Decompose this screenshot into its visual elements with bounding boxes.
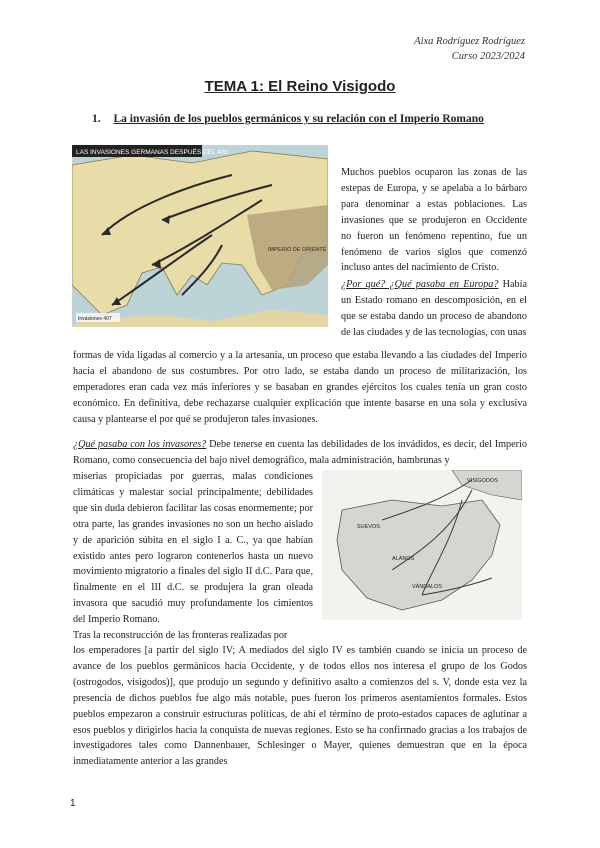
paragraph-2-top bbox=[341, 277, 527, 341]
label-suevos: SUEVOS bbox=[357, 524, 380, 530]
paragraph-3-rest: miserias propiciadas por guerras, malas condiciones climáticas y malestar social principalmente; debilidades que sin duda debieron facilitar las cosas enormemente; por otra parte, las grandes invasiones no son un hecho aislado y de aparición súbita en el siglo I a. C., ya que habían existido antes pero lograron contenerlos hasta un nuevo movimiento migratorio a finales del siglo II d.C. Para que, finalmente en el III d.C. se produjera la gran oleada invasora que sacudió muy profundamente los cimientos del Imperio Romano. bbox=[73, 471, 313, 626]
paragraph-4-bottom bbox=[73, 643, 527, 770]
author-block bbox=[414, 34, 525, 64]
paragraph-4-top bbox=[73, 628, 313, 644]
legend-label: Invasiones 407 bbox=[78, 316, 112, 322]
paragraph-3-start: Debe tenerse en cuenta las debilidades de los invádidos, es decir, del Imperio Romano, como consecuencia del bajo nivel demográfico, mala administración, hambrunas y bbox=[73, 439, 527, 466]
paragraph-2-start: Había un Estado romano en descomposición, en el que se estaba dando un proceso de abandono de las ciudades y de las tecnologías, con unas bbox=[341, 279, 527, 338]
question-europe: ¿Por qué? ¿Qué pasaba en Europa? bbox=[341, 279, 499, 290]
label-visigodos: VISIGODOS bbox=[467, 478, 498, 484]
course-year: Curso 2023/2024 bbox=[451, 51, 525, 62]
iberia-invasions-map bbox=[322, 470, 522, 620]
page-title: TEMA 1: El Reino Visigodo bbox=[204, 78, 396, 95]
germanic-invasions-map bbox=[72, 145, 328, 327]
paragraph-4-start: Tras la reconstrucción de las fronteras realizadas por bbox=[73, 630, 288, 641]
eastern-empire-label: IMPERIO DE ORIENTE bbox=[268, 247, 327, 253]
paragraph-3-left bbox=[73, 469, 313, 628]
label-vandalos: VÁNDALOS bbox=[412, 584, 442, 590]
section-heading bbox=[92, 113, 484, 125]
section-title: La invasión de los pueblos germánicos y su relación con el Imperio Romano bbox=[113, 113, 484, 125]
question-invaders: ¿Qué pasaba con los invasores? bbox=[73, 439, 207, 450]
paragraph-2-bottom bbox=[73, 348, 527, 428]
paragraph-4-rest: los emperadores [a partir del siglo IV; A mediados del siglo IV es también cuando se inicia un proceso de avance de los pueblos germánicos hacia Occidente, y de todos ellos nos interesa el grupo de los Godos (ostrogodos, visigodos)], que produjo un segundo y definitivo asalto a comienzos del s. V, donde esta vez la presencia de dichos pueblos fue algo más notable, pues fueron los primeros asentamientos formales. Estos pueblos empezaron a construir estructuras políticas, de ahí el término de proto-estados capaces de aglutinar a esos pueblos y dirigirlos hacia la conquista de nuevas regiones. Esto se ha confirmado gracias a los trabajos de investigadores tales como Dannenbauer, Schlesinger o Mayer, quienes demuestran que en la época inmediatamente anterior a las grandes bbox=[73, 645, 527, 768]
paragraph-2-rest: formas de vida ligadas al comercio y a la artesanía, un proceso que estaba llevando a las ciudades del Imperio hacia el abandono de sus costumbres. Por otro lado, se estaba dando un proceso de militarización, los emperadores eran cada vez más inferiores y se basaban en grandes ejércitos los cuales tenía un gran costo económico. En definitiva, debe rechazarse cualquier explicación que intente basarse en una sola y exclusiva causa y plantearse el por qué se produjeron tales invasiones. bbox=[73, 350, 527, 425]
author-name: Aixa Rodríguez Rodríguez bbox=[414, 36, 525, 47]
section-number: 1. bbox=[92, 113, 101, 125]
map-title-label: LAS INVASIONES GERMANAS DESPUÉS DEL 400 bbox=[76, 149, 229, 156]
paragraph-3-top bbox=[73, 437, 527, 469]
paragraph-1-text: Muchos pueblos ocuparon las zonas de las estepas de Europa, y se apelaba a lo bárbaro para denominar a estas poblaciones. Las invasiones que se produjeron en Occidente no fueron un fenómeno repentino, fue un fenómeno de varios siglos que comenzó incluso antes del nacimiento de Cristo. bbox=[341, 167, 527, 274]
label-alanos: ALANOS bbox=[392, 556, 415, 562]
paragraph-1 bbox=[341, 165, 527, 276]
page-number: 1 bbox=[70, 798, 76, 809]
